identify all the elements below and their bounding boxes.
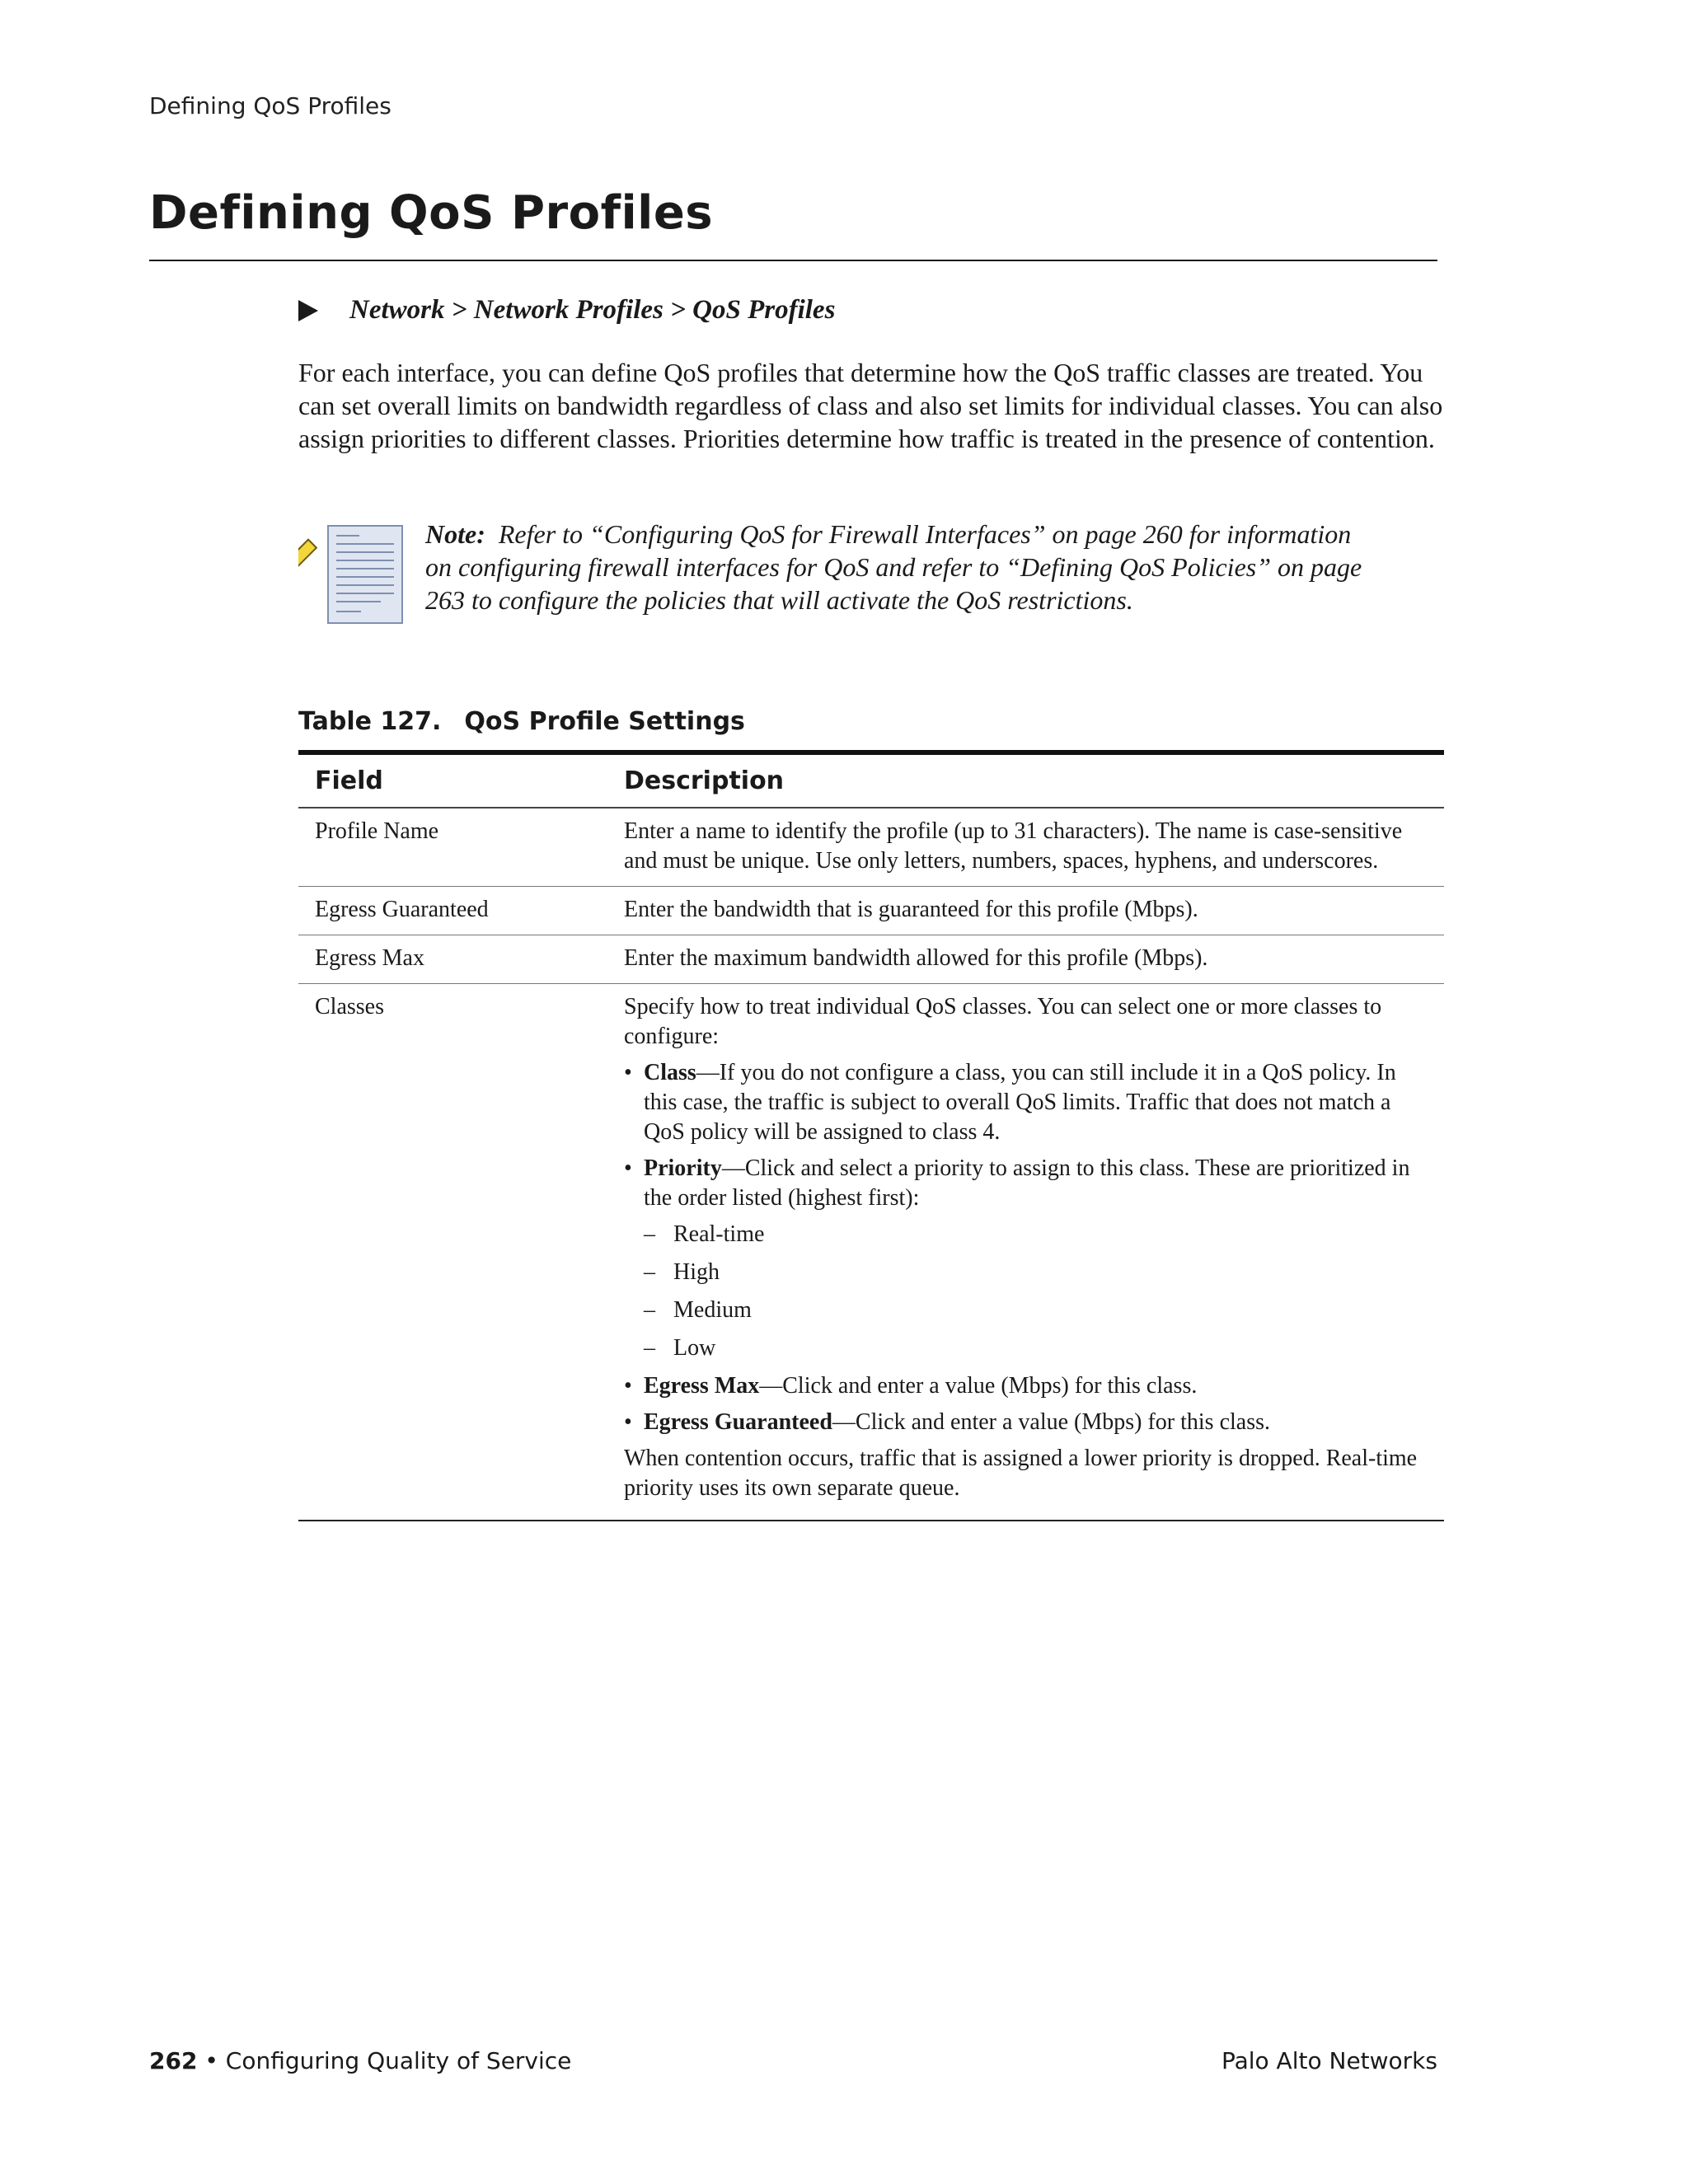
note-document-pencil-icon: [298, 521, 409, 630]
intro-paragraph: For each interface, you can define QoS profiles that determine how the QoS traffic classes are treated. You can set overall limits on bandwidth regardless of class and also set limits for individual classes. You can also assign priorities to different classes. Priorities determine how traffic is treated in the presence of contention.: [298, 358, 1443, 453]
bullet-priority: [624, 1154, 1428, 1213]
bullet-egress-max: [624, 1371, 1428, 1401]
arrow-right-icon: [298, 300, 318, 321]
page-title: Defining QoS Profiles: [149, 186, 714, 240]
footer-separator: •: [197, 2047, 226, 2074]
table-row: [298, 935, 1444, 984]
column-header-field: Field: [298, 752, 607, 808]
classes-outro: When contention occurs, traffic that is assigned a lower priority is dropped. Real-time priority uses its own separate queue.: [624, 1446, 1418, 1501]
bullet-term: Priority: [644, 1155, 722, 1181]
bullet-egress-guaranteed: [624, 1408, 1428, 1437]
navigation-path-text: Network > Network Profiles > QoS Profiles: [349, 295, 836, 325]
description-cell: [607, 984, 1444, 1521]
classes-intro: Specify how to treat individual QoS classes. You can select one or more classes to configure:: [624, 994, 1382, 1049]
field-cell: Egress Guaranteed: [298, 887, 607, 935]
bullet-text: —Click and enter a value (Mbps) for this class.: [759, 1373, 1198, 1399]
bullet-term: Egress Guaranteed: [644, 1409, 832, 1435]
navigation-path: [298, 295, 835, 326]
table-header-row: [298, 752, 1444, 808]
note-text: [425, 518, 1373, 616]
footer-section: Configuring Quality of Service: [225, 2047, 572, 2074]
footer-company: Palo Alto Networks: [1221, 2047, 1437, 2074]
column-header-description: Description: [607, 752, 1444, 808]
bullet-text: —If you do not configure a class, you can still include it in a QoS policy. In this case, the traffic is subject to overall QoS limits. Traffic that does not match a QoS policy will be assigned to class 4.: [644, 1060, 1396, 1145]
footer-left: [149, 2047, 571, 2074]
bullet-term: Class: [644, 1060, 696, 1085]
note-label: Note:: [425, 519, 485, 549]
field-cell: Egress Max: [298, 935, 607, 984]
table-row: [298, 984, 1444, 1521]
description-cell: Enter the maximum bandwidth allowed for this profile (Mbps).: [607, 935, 1444, 984]
table-caption-number: Table 127.: [298, 707, 442, 736]
bullet-term: Egress Max: [644, 1373, 760, 1399]
priority-item: – Low: [624, 1333, 1428, 1363]
priority-item: – High: [624, 1258, 1428, 1287]
title-rule: [149, 260, 1437, 261]
note-body: Refer to “Configuring QoS for Firewall Interfaces” on page 260 for information on configuring firewall interfaces for QoS and refer to “Defining QoS Policies” on page 263 to configure the policies that will activate the QoS restrictions.: [425, 519, 1362, 615]
field-cell: Classes: [298, 984, 607, 1521]
priority-item: – Medium: [624, 1296, 1428, 1325]
table-row: [298, 808, 1444, 887]
description-cell: Enter the bandwidth that is guaranteed for this profile (Mbps).: [607, 887, 1444, 935]
table-caption: [298, 707, 745, 736]
page-number: 262: [149, 2047, 198, 2074]
table-row: [298, 887, 1444, 935]
running-header: Defining QoS Profiles: [149, 92, 392, 120]
bullet-text: —Click and enter a value (Mbps) for this class.: [832, 1409, 1271, 1435]
description-cell: Enter a name to identify the profile (up to 31 characters). The name is case-sensitive and must be unique. Use only letters, numbers, spaces, hyphens, and underscores.: [607, 808, 1444, 887]
field-cell: Profile Name: [298, 808, 607, 887]
table-caption-title: QoS Profile Settings: [464, 707, 745, 736]
priority-item: – Real-time: [624, 1220, 1428, 1249]
qos-profile-settings-table: [298, 750, 1444, 1521]
bullet-text: —Click and select a priority to assign to this class. These are prioritized in the order listed (highest first):: [644, 1155, 1410, 1211]
bullet-class: [624, 1058, 1428, 1147]
